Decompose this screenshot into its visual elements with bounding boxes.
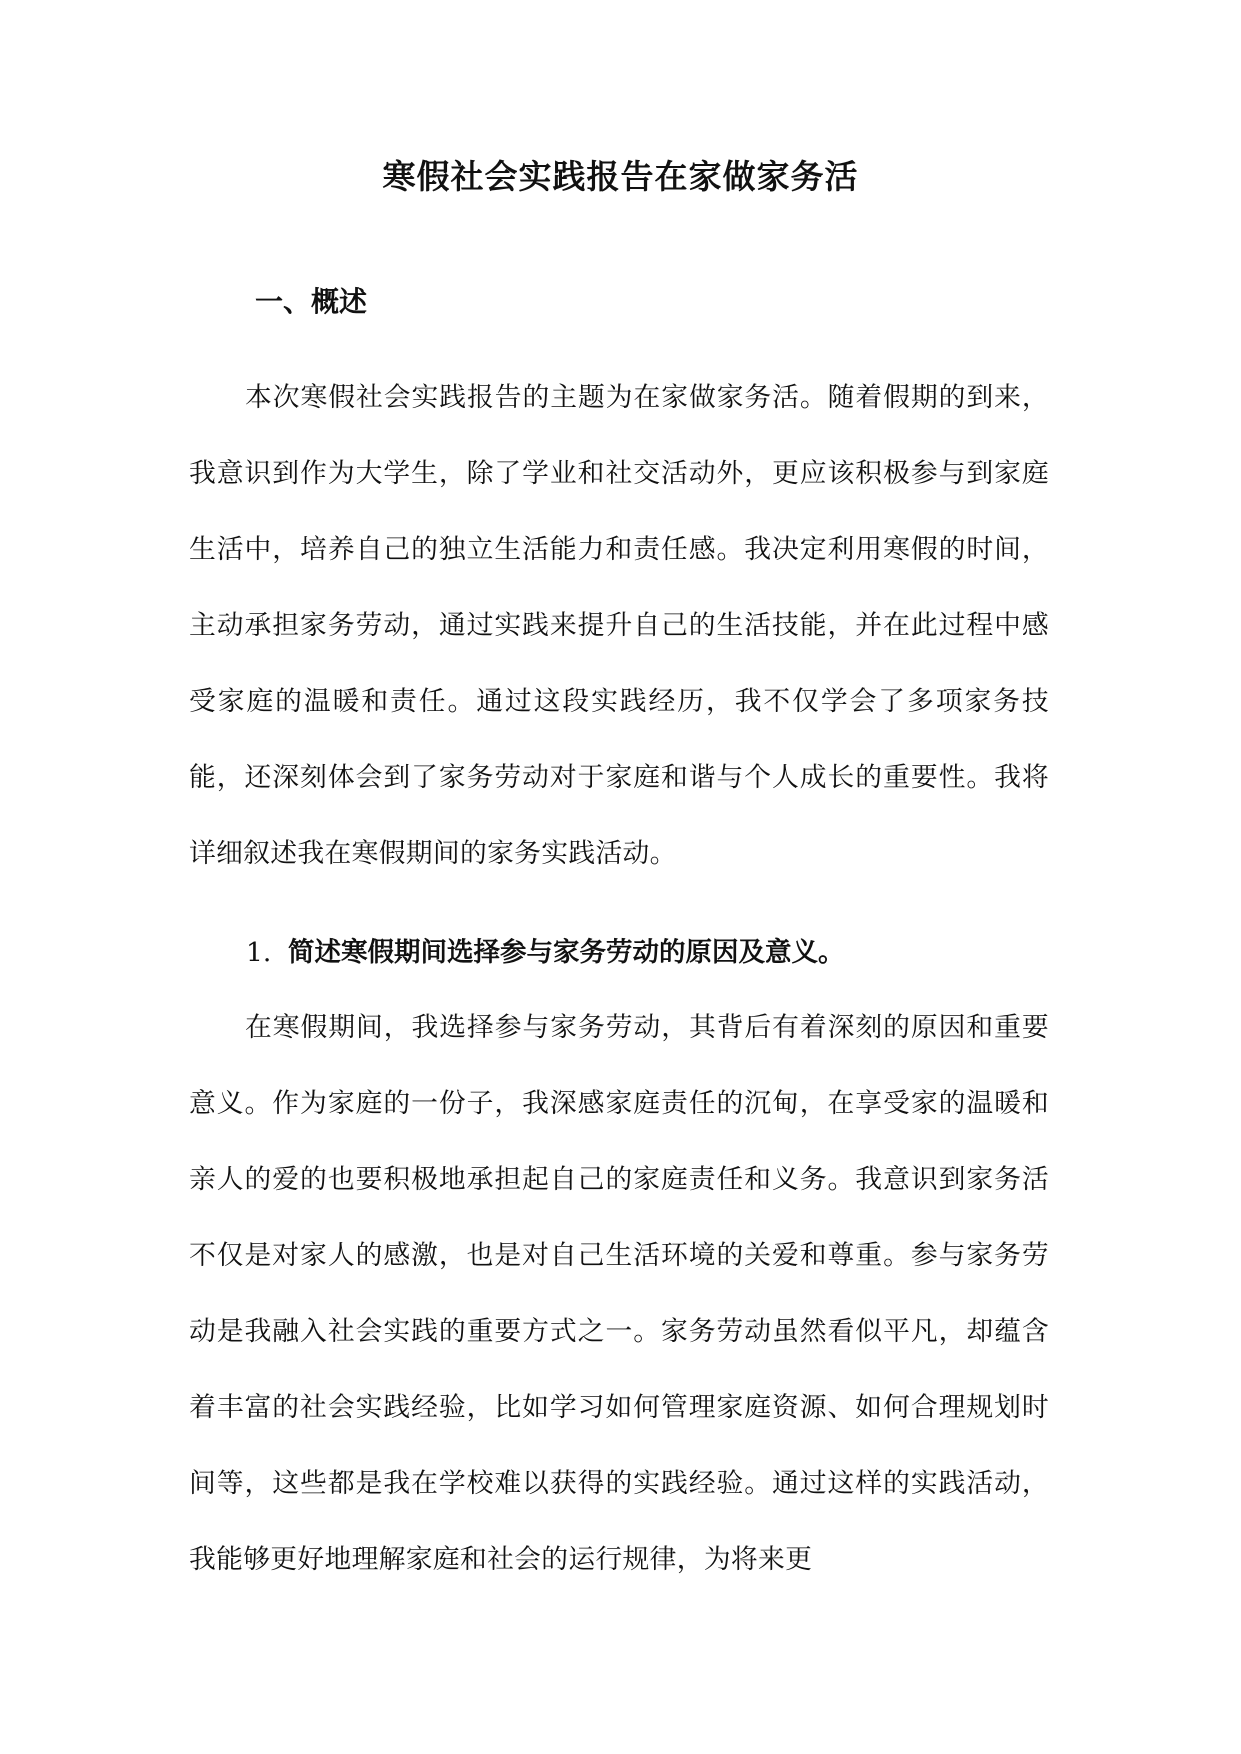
section-heading-overview: 一、概述	[255, 285, 368, 318]
subsection-number: 1.	[246, 937, 272, 968]
subsection-heading-text: 简述寒假期间选择参与家务劳动的原因及意义。	[288, 937, 845, 968]
subsection-heading	[246, 933, 845, 973]
reasons-paragraph: 在寒假期间，我选择参与家务劳动，其背后有着深刻的原因和重要意义。作为家庭的一份子，我深感家庭责任的沉甸，在享受家的温暖和亲人的爱的也要积极地承担起自己的家庭责任和义务。我意识到家务活不仅是对家人的感激，也是对自己生活环境的关爱和尊重。参与家务劳动是我融入社会实践的重要方式之一。家务劳动虽然看似平凡，却蕴含着丰富的社会实践经验，比如学习如何管理家庭资源、如何合理规划时间等，这些都是我在学校难以获得的实践经验。通过这样的实践活动，我能够更好地理解家庭和社会的运行规律，为将来更	[189, 1012, 1049, 1575]
overview-paragraph: 本次寒假社会实践报告的主题为在家做家务活。随着假期的到来，我意识到作为大学生，除了学业和社交活动外，更应该积极参与到家庭生活中，培养自己的独立生活能力和责任感。我决定利用寒假的时间，主动承担家务劳动，通过实践来提升自己的生活技能，并在此过程中感受家庭的温暖和责任。通过这段实践经历，我不仅学会了多项家务技能，还深刻体会到了家务劳动对于家庭和谐与个人成长的重要性。我将详细叙述我在寒假期间的家务实践活动。	[189, 382, 1049, 869]
document-title: 寒假社会实践报告在家做家务活	[382, 157, 859, 196]
